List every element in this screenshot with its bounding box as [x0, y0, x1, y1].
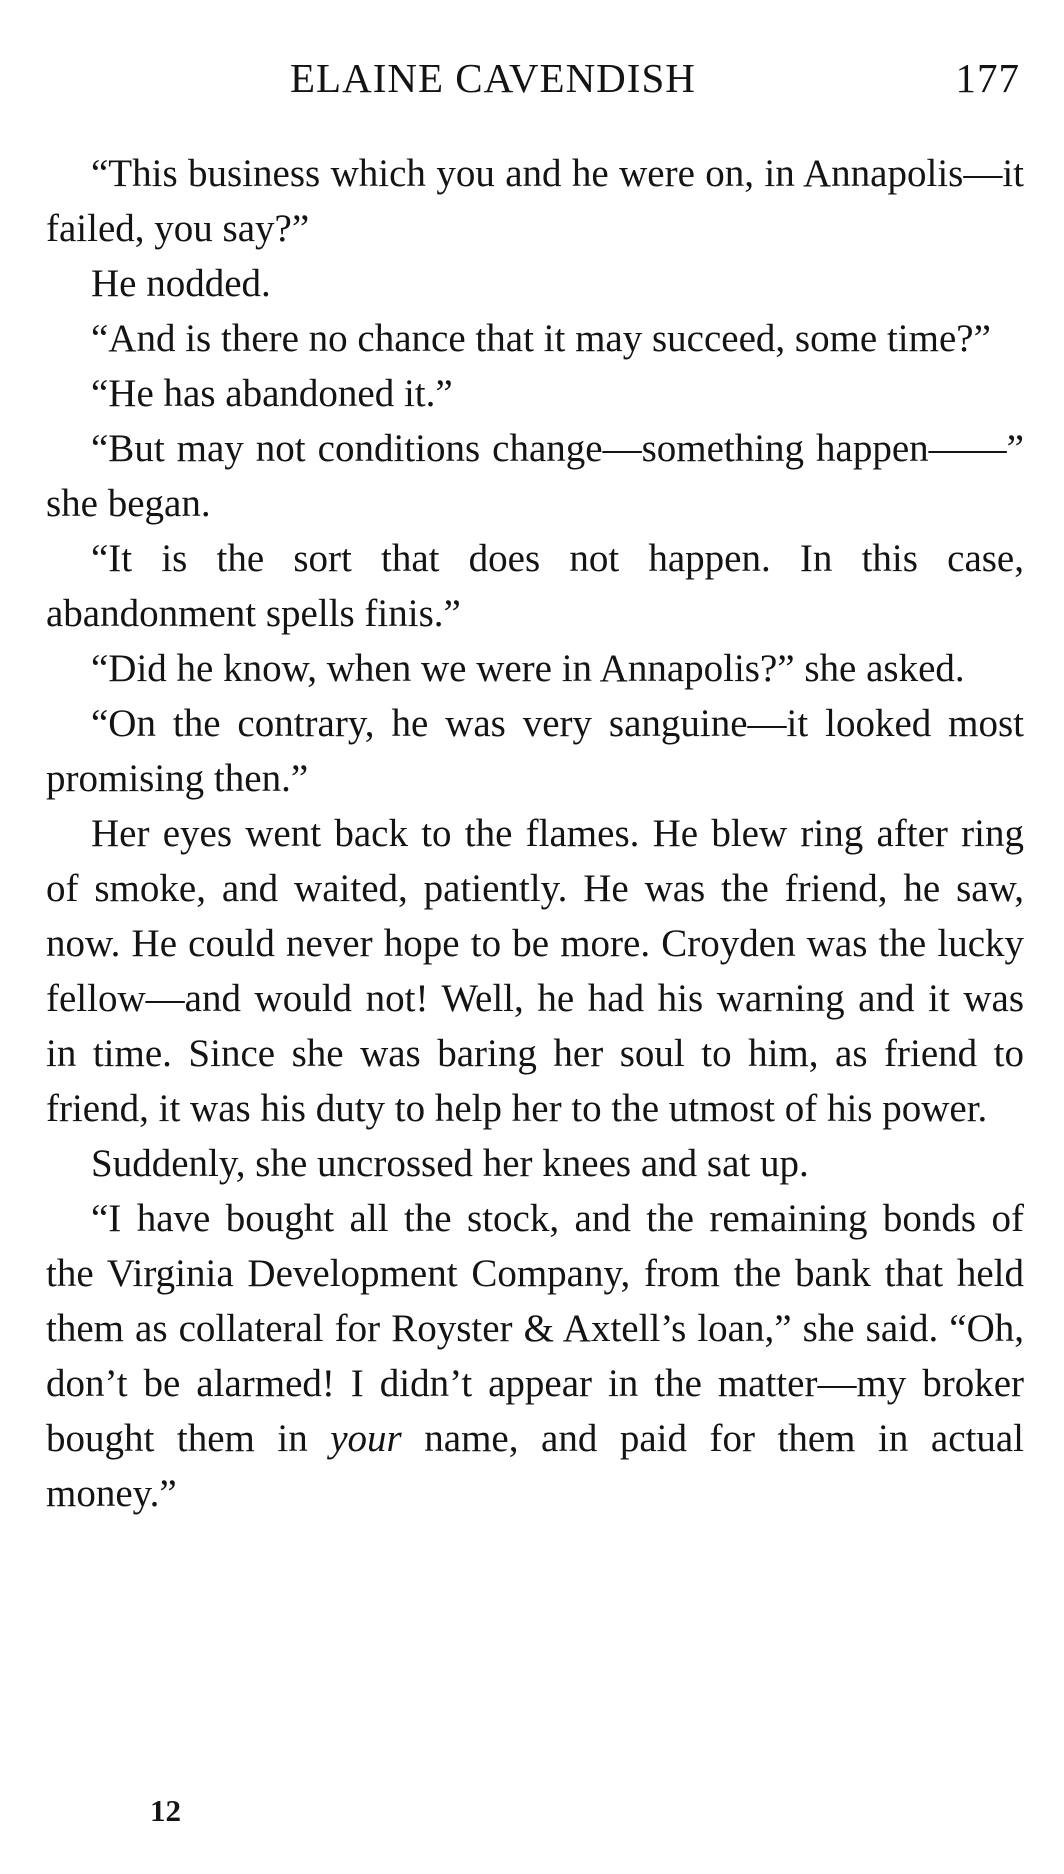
paragraph-3: “And is there no chance that it may succeed, some time?” — [91, 317, 991, 360]
emphasis-your: your — [330, 1417, 402, 1460]
paragraph-5: “But may not conditions change—something happen——” she began. — [46, 427, 1024, 525]
paragraph-9: Her eyes went back to the flames. He blew ring after ring of smoke, and waited, patiently. He was the friend, he saw, now. He could never hope to be more. Croyden was the lucky fellow—and would not! Well, he had his warning and it was in time. Since she was baring her soul to him, as friend to friend, it was his duty to help her to the utmost of his power. — [46, 812, 1024, 1130]
paragraph-2: He nodded. — [91, 262, 271, 305]
signature-mark: 12 — [150, 1793, 181, 1828]
paragraph-8: “On the contrary, he was very sanguine—it looked most promising then.” — [46, 702, 1024, 800]
running-head — [48, 54, 1020, 114]
paragraph-6: “It is the sort that does not happen. In this case, abandonment spells finis.” — [46, 537, 1024, 635]
page-number: 177 — [955, 55, 1020, 101]
body-text — [46, 146, 1024, 1521]
paragraph-11-text: “I have bought all the stock, and the remaining bonds of the Virginia Development Company, from the bank that held them as collateral for Royster & Axtell’s loan,” she said. “Oh, don’t be alarmed! I didn’t appear in the matter—my broker bought them in — [46, 1197, 1024, 1460]
paragraph-7: “Did he know, when we were in Annapolis?” she asked. — [91, 647, 965, 690]
paragraph-4: “He has abandoned it.” — [91, 372, 453, 415]
paragraph-10: Suddenly, she uncrossed her knees and sat up. — [91, 1142, 809, 1185]
paragraph-11 — [46, 1191, 1024, 1521]
paragraph-1: “This business which you and he were on, in Annapolis—it failed, you say?” — [46, 152, 1024, 250]
paragraph-11-text-end: name, and paid for them in actual money.” — [46, 1417, 1025, 1515]
running-head-title: ELAINE CAVENDISH — [290, 55, 696, 101]
